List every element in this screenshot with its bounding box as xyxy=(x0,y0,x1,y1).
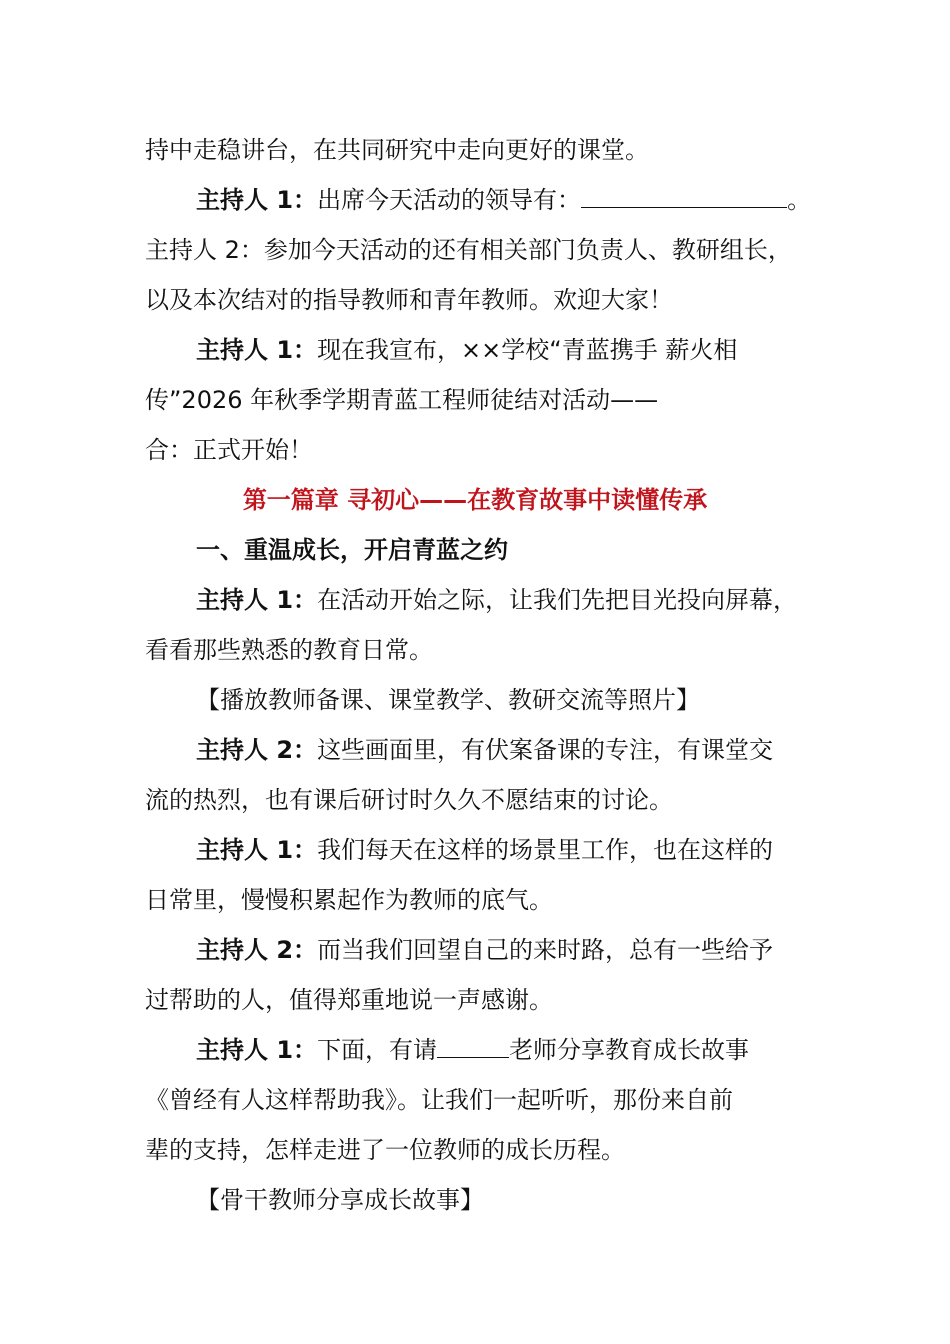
paragraph-line xyxy=(196,733,773,767)
speech-text-end: 。 xyxy=(787,186,812,214)
speaker-label: 主持人 2： xyxy=(196,736,318,764)
paragraph-line xyxy=(196,933,773,967)
speech-text: 出席今天活动的领导有： xyxy=(317,186,582,214)
speech-text: 这些画面里，有伏案备课的专注，有课堂交 xyxy=(317,736,774,764)
speech-text: 老师分享教育成长故事 xyxy=(509,1036,750,1064)
speaker-label: 主持人 2： xyxy=(196,936,318,964)
paragraph-line xyxy=(196,583,797,617)
paragraph-line xyxy=(196,1033,749,1067)
paragraph-line: 《曾经有人这样帮助我》。让我们一起听听，那份来自前 xyxy=(145,1086,733,1114)
paragraph-line: 过帮助的人，值得郑重地说一声感谢。 xyxy=(145,986,553,1014)
speech-text: 我们每天在这样的场景里工作，也在这样的 xyxy=(317,836,774,864)
paragraph-line: 辈的支持，怎样走进了一位教师的成长历程。 xyxy=(145,1136,625,1164)
chapter-title: 第一篇章 寻初心——在教育故事中读懂传承 xyxy=(242,486,708,514)
fill-in-blank xyxy=(581,183,787,208)
paragraph-line: 持中走稳讲台，在共同研究中走向更好的课堂。 xyxy=(145,136,649,164)
speech-text: 现在我宣布，××学校“青蓝携手 薪火相 xyxy=(317,336,738,364)
speaker-label: 主持人 1： xyxy=(196,836,318,864)
fill-in-blank xyxy=(437,1033,509,1058)
section-title: 一、重温成长，开启青蓝之约 xyxy=(196,536,508,564)
speech-text: 在活动开始之际，让我们先把目光投向屏幕， xyxy=(317,586,798,614)
paragraph-line xyxy=(196,833,773,867)
speaker-label: 主持人 1： xyxy=(196,1036,318,1064)
paragraph-line: 合：正式开始！ xyxy=(145,436,313,464)
paragraph-line: 传”2026 年秋季学期青蓝工程师徒结对活动—— xyxy=(145,386,659,414)
stage-direction: 【播放教师备课、课堂教学、教研交流等照片】 xyxy=(196,686,700,714)
paragraph-line: 流的热烈，也有课后研讨时久久不愿结束的讨论。 xyxy=(145,786,673,814)
paragraph-line: 以及本次结对的指导教师和青年教师。欢迎大家！ xyxy=(145,286,673,314)
speech-text: 而当我们回望自己的来时路，总有一些给予 xyxy=(317,936,774,964)
paragraph-line: 主持人 2：参加今天活动的还有相关部门负责人、教研组长， xyxy=(145,236,792,264)
stage-direction: 【骨干教师分享成长故事】 xyxy=(196,1186,484,1214)
paragraph-line: 日常里，慢慢积累起作为教师的底气。 xyxy=(145,886,553,914)
speech-text: 下面，有请 xyxy=(317,1036,438,1064)
paragraph-line xyxy=(196,333,737,367)
speaker-label: 主持人 1： xyxy=(196,586,318,614)
paragraph-line: 看看那些熟悉的教育日常。 xyxy=(145,636,433,664)
paragraph-line xyxy=(196,183,811,217)
speaker-label: 主持人 1： xyxy=(196,186,318,214)
speaker-label: 主持人 1： xyxy=(196,336,318,364)
